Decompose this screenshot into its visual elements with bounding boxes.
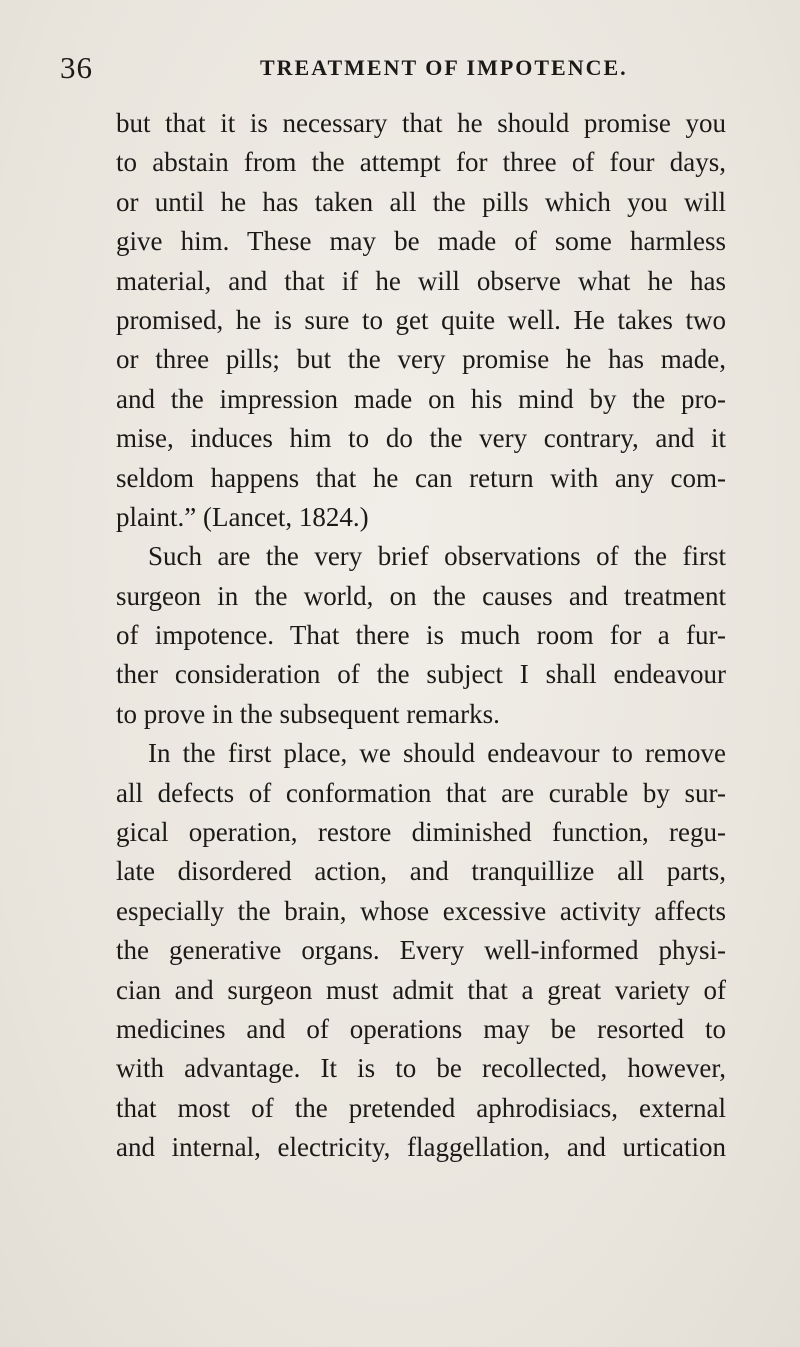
text-line: or until he has taken all the pills which you will xyxy=(116,186,726,217)
text-line: that most of the pretended aphrodisiacs, external xyxy=(116,1092,726,1123)
text-line: gical operation, restore diminished function, regu- xyxy=(116,817,726,848)
text-line: the generative organs. Every well-informed physi- xyxy=(116,935,726,966)
text-line: mise, induces him to do the very contrary, and it xyxy=(116,423,726,454)
text-line: promised, he is sure to get quite well. He takes two xyxy=(116,304,726,335)
paragraph-start-line: Such are the very brief observations of the first xyxy=(148,541,726,572)
running-title: TREATMENT OF IMPOTENCE. xyxy=(260,55,628,80)
text-line: all defects of conformation that are curable by sur- xyxy=(116,777,726,808)
text-line: and internal, electricity, flaggellation, and urtication xyxy=(116,1132,726,1163)
text-line: especially the brain, whose excessive activity affects xyxy=(116,895,726,926)
text-line: to abstain from the attempt for three of four days, xyxy=(116,147,726,178)
page-number: 36 xyxy=(60,50,93,85)
text-line: of impotence. That there is much room for a fur- xyxy=(116,620,726,651)
text-line: and the impression made on his mind by the pro- xyxy=(116,383,726,414)
text-line: or three pills; but the very promise he has made, xyxy=(116,344,726,375)
text-line: but that it is necessary that he should promise you xyxy=(116,108,726,138)
text-line: late disordered action, and tranquillize all parts, xyxy=(116,856,726,887)
paragraph-start-line: In the first place, we should endeavour to remove xyxy=(148,738,726,769)
body-text xyxy=(116,104,726,1168)
text-line: ther consideration of the subject I shall endeavour xyxy=(116,659,726,690)
text-line: surgeon in the world, on the causes and treatment xyxy=(116,580,726,611)
text-line: to prove in the subsequent remarks. xyxy=(116,698,500,729)
text-line: seldom happens that he can return with any com- xyxy=(116,462,726,493)
text-line: plaint.” (Lancet, 1824.) xyxy=(116,501,369,532)
text-line: give him. These may be made of some harmless xyxy=(116,226,726,257)
text-line: cian and surgeon must admit that a great variety of xyxy=(116,974,726,1005)
text-line: with advantage. It is to be recollected, however, xyxy=(116,1053,726,1084)
text-line: material, and that if he will observe what he has xyxy=(116,265,726,296)
text-line: medicines and of operations may be resorted to xyxy=(116,1013,726,1044)
running-head xyxy=(60,50,740,90)
